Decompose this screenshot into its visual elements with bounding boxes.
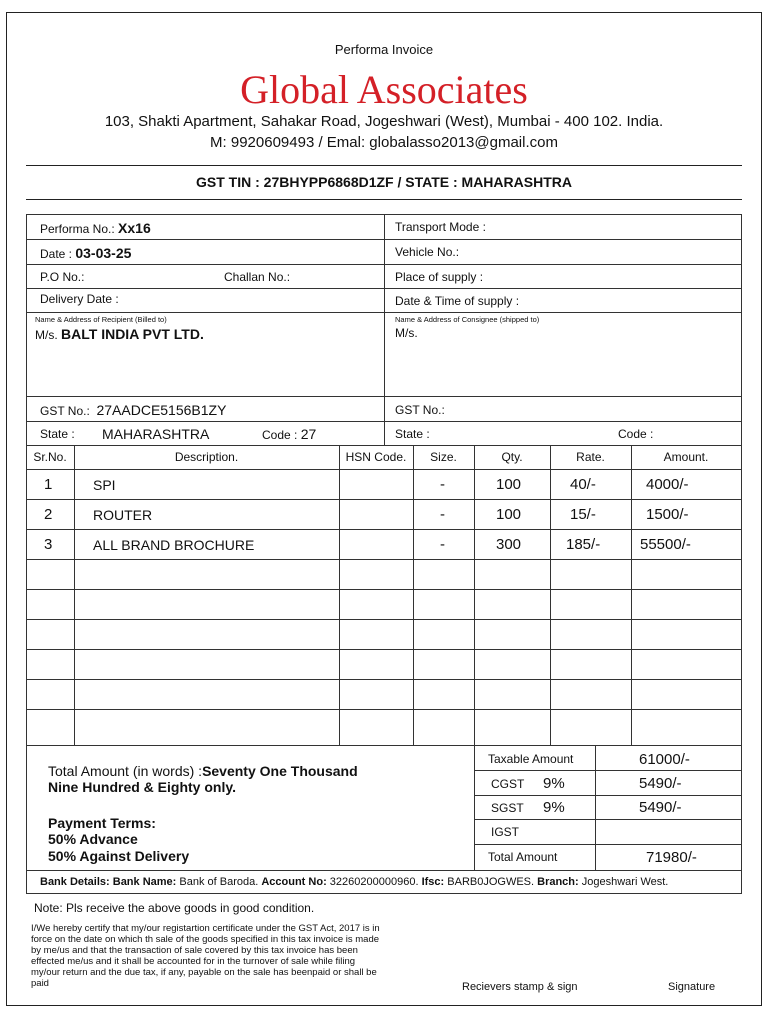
- consignee-caption: Name & Address of Consignee (shipped to): [395, 315, 540, 324]
- cgst-value: 5490/-: [639, 775, 682, 792]
- declaration-line-1: I/We hereby certify that my/our registartion certificate under the GST Act, 2017 is in: [31, 923, 380, 934]
- col-header-hsn: HSN Code.: [345, 450, 407, 464]
- performa-no-field: Performa No.: Xx16: [40, 220, 151, 236]
- challan-no-label: Challan No.:: [224, 270, 291, 284]
- goods-note: Note: Pls receive the above goods in good condition.: [34, 901, 315, 915]
- document-type: Performa Invoice: [334, 42, 434, 57]
- igst-label: IGST: [491, 825, 520, 839]
- receivers-stamp-label: Recievers stamp & sign: [462, 981, 578, 993]
- bank-details: Bank Details: Bank Name: Bank of Baroda. Account No: 32260200000960. Ifsc: BARB0JOGWES. Branch: Jogeshwari West.: [40, 876, 669, 888]
- gstin-divider: [26, 199, 742, 200]
- row-description: ALL BRAND BROCHURE: [93, 537, 255, 553]
- cgst-rate: 9%: [543, 775, 565, 792]
- delivery-date-label: Delivery Date :: [40, 292, 119, 306]
- row-rate: 40/-: [570, 476, 596, 493]
- row-qty: 300: [496, 536, 522, 553]
- recipient-name: M/s. BALT INDIA PVT LTD.: [35, 326, 204, 342]
- row-description: SPI: [93, 477, 116, 493]
- col-header-description: Description.: [174, 450, 239, 464]
- row-amount: 4000/-: [646, 476, 689, 493]
- vehicle-no-label: Vehicle No.:: [395, 245, 460, 259]
- recipient-gst: GST No.: 27AADCE5156B1ZY: [40, 402, 227, 418]
- total-amount-label: Total Amount: [488, 850, 558, 864]
- row-size: -: [440, 536, 445, 553]
- company-name: Global Associates: [240, 67, 528, 112]
- po-no-label: P.O No.:: [40, 270, 85, 284]
- company-address: 103, Shakti Apartment, Sahakar Road, Jogeshwari (West), Mumbai - 400 102. India.: [104, 113, 664, 130]
- row-srno: 2: [44, 506, 53, 523]
- row-rate: 185/-: [566, 536, 601, 553]
- row-amount: 1500/-: [646, 506, 689, 523]
- col-header-srno: Sr.No.: [33, 450, 67, 464]
- payment-terms-title: Payment Terms:: [48, 815, 156, 831]
- amount-in-words-line2: Nine Hundred & Eighty only.: [48, 779, 236, 795]
- row-qty: 100: [496, 476, 522, 493]
- payment-term-advance: 50% Advance: [48, 831, 138, 847]
- taxable-amount-value: 61000/-: [639, 751, 690, 768]
- col-header-size: Size.: [430, 450, 457, 464]
- place-of-supply-label: Place of supply :: [395, 270, 484, 284]
- taxable-amount-label: Taxable Amount: [488, 752, 574, 766]
- row-srno: 1: [44, 476, 53, 493]
- cgst-label: CGST: [491, 777, 525, 791]
- col-header-rate: Rate.: [576, 450, 605, 464]
- declaration-line-6: paid: [31, 978, 49, 989]
- total-amount-value: 71980/-: [646, 849, 697, 866]
- declaration-line-4: effected me/us and it shall be accounted for in the turnover of sale while filing: [31, 956, 356, 967]
- recipient-caption: Name & Address of Recipient (Billed to): [35, 315, 167, 324]
- company-contact: M: 9920609493 / Emal: globalasso2013@gmail.com: [210, 134, 558, 151]
- recipient-code: Code : 27: [262, 426, 317, 442]
- row-rate: 15/-: [570, 506, 596, 523]
- transport-mode-label: Transport Mode :: [395, 220, 486, 234]
- declaration-line-5: my/our return and the due tax, if any, payable on the sale has beenpaid or shall be: [31, 967, 377, 978]
- gstin-line: GST TIN : 27BHYPP6868D1ZF / STATE : MAHARASHTRA: [196, 174, 572, 190]
- col-header-qty: Qty.: [501, 450, 523, 464]
- date-time-supply-label: Date & Time of supply :: [395, 294, 520, 308]
- col-header-amount: Amount.: [663, 450, 709, 464]
- declaration-line-2: force on the date on which th sale of the goods specified in this tax invoice is made: [31, 934, 380, 945]
- consignee-name: M/s.: [395, 326, 418, 340]
- sgst-rate: 9%: [543, 799, 565, 816]
- amount-in-words: Total Amount (in words) :Seventy One Thousand: [48, 763, 358, 779]
- consignee-code-label: Code :: [618, 427, 654, 441]
- declaration-line-3: by me/us and that the transaction of sale covered by this tax invoice has been: [31, 945, 358, 956]
- consignee-state-label: State :: [395, 427, 430, 441]
- row-srno: 3: [44, 536, 53, 553]
- recipient-state-label: State :: [40, 427, 75, 441]
- payment-term-delivery: 50% Against Delivery: [48, 848, 190, 864]
- row-size: -: [440, 476, 445, 493]
- row-qty: 100: [496, 506, 522, 523]
- row-amount: 55500/-: [640, 536, 691, 553]
- date-field: Date : 03-03-25: [40, 245, 132, 261]
- consignee-gst-label: GST No.:: [395, 403, 445, 417]
- row-description: ROUTER: [93, 507, 153, 523]
- signature-label: Signature: [668, 981, 716, 993]
- header-divider: [26, 165, 742, 166]
- recipient-state: MAHARASHTRA: [102, 426, 210, 442]
- sgst-label: SGST: [491, 801, 524, 815]
- sgst-value: 5490/-: [639, 799, 682, 816]
- row-size: -: [440, 506, 445, 523]
